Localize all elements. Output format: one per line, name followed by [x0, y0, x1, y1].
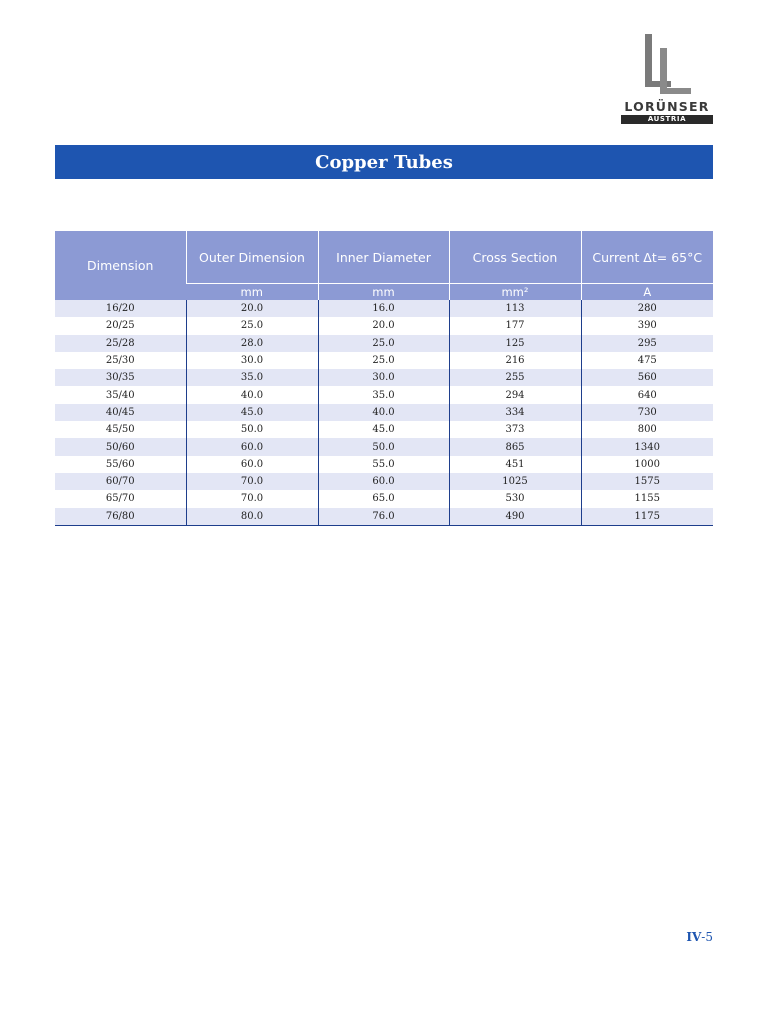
column-unit: mm: [318, 284, 449, 301]
table-cell: 45.0: [318, 421, 449, 438]
column-unit: mm²: [449, 284, 581, 301]
column-unit: A: [581, 284, 713, 301]
table-cell: 1175: [581, 508, 713, 526]
table-row: [55, 335, 713, 352]
table-cell: 530: [449, 490, 581, 507]
column-header: Outer Dimension: [186, 231, 318, 284]
table-cell: 25/30: [55, 352, 186, 369]
table-cell: 1340: [581, 438, 713, 455]
table-cell: 16/20: [55, 300, 186, 317]
table-cell: 60.0: [186, 438, 318, 455]
table-row: [55, 300, 713, 317]
table-cell: 20.0: [186, 300, 318, 317]
table-cell: 20.0: [318, 317, 449, 334]
company-logo-name: LORÜNSER: [624, 99, 710, 114]
table-cell: 490: [449, 508, 581, 526]
table-cell: 60.0: [318, 473, 449, 490]
table-cell: 65/70: [55, 490, 186, 507]
table-cell: 45/50: [55, 421, 186, 438]
table-cell: 1000: [581, 456, 713, 473]
table-cell: 560: [581, 369, 713, 386]
table-cell: 50.0: [186, 421, 318, 438]
table-cell: 30.0: [318, 369, 449, 386]
column-header: Current Δt= 65°C: [581, 231, 713, 284]
page-section: IV: [686, 930, 702, 944]
table-cell: 280: [581, 300, 713, 317]
table-cell: 35.0: [318, 386, 449, 403]
table-row: [55, 508, 713, 526]
table-cell: 113: [449, 300, 581, 317]
table-cell: 28.0: [186, 335, 318, 352]
table-cell: 730: [581, 404, 713, 421]
table-row: [55, 369, 713, 386]
table-cell: 334: [449, 404, 581, 421]
table-cell: 50/60: [55, 438, 186, 455]
table-row: [55, 352, 713, 369]
table-cell: 70.0: [186, 473, 318, 490]
table-row: [55, 438, 713, 455]
column-unit: mm: [186, 284, 318, 301]
table-cell: 216: [449, 352, 581, 369]
table-cell: 255: [449, 369, 581, 386]
table-cell: 30/35: [55, 369, 186, 386]
column-header: Inner Diameter: [318, 231, 449, 284]
table-cell: 1575: [581, 473, 713, 490]
table-cell: 35/40: [55, 386, 186, 403]
table-header-row: [55, 231, 713, 284]
table-cell: 80.0: [186, 508, 318, 526]
table-row: [55, 386, 713, 403]
table-cell: 25/28: [55, 335, 186, 352]
table-cell: 60/70: [55, 473, 186, 490]
table-cell: 20/25: [55, 317, 186, 334]
company-logo-country: AUSTRIA: [621, 115, 713, 124]
table-cell: 70.0: [186, 490, 318, 507]
page-title-bar: [55, 145, 713, 179]
table-cell: 55/60: [55, 456, 186, 473]
table-cell: 294: [449, 386, 581, 403]
table-cell: 55.0: [318, 456, 449, 473]
table-cell: 60.0: [186, 456, 318, 473]
table-cell: 25.0: [318, 352, 449, 369]
table-row: [55, 404, 713, 421]
table-cell: 40/45: [55, 404, 186, 421]
table-cell: 50.0: [318, 438, 449, 455]
table-cell: 373: [449, 421, 581, 438]
table-cell: 1155: [581, 490, 713, 507]
table-row: [55, 456, 713, 473]
table-cell: 295: [581, 335, 713, 352]
page-number: [660, 930, 713, 944]
copper-tubes-table: [55, 231, 713, 526]
table-cell: 25.0: [318, 335, 449, 352]
page-title: Copper Tubes: [315, 151, 453, 173]
table-cell: 30.0: [186, 352, 318, 369]
table-row: [55, 421, 713, 438]
table-cell: 35.0: [186, 369, 318, 386]
table-cell: 76.0: [318, 508, 449, 526]
table-row: [55, 473, 713, 490]
table-cell: 76/80: [55, 508, 186, 526]
table-cell: 1025: [449, 473, 581, 490]
table-cell: 40.0: [318, 404, 449, 421]
table-cell: 865: [449, 438, 581, 455]
column-header: Cross Section: [449, 231, 581, 284]
table-cell: 451: [449, 456, 581, 473]
table-cell: 475: [581, 352, 713, 369]
table-cell: 25.0: [186, 317, 318, 334]
table-cell: 125: [449, 335, 581, 352]
table-cell: 640: [581, 386, 713, 403]
table-cell: 16.0: [318, 300, 449, 317]
table-cell: 45.0: [186, 404, 318, 421]
table-cell: 177: [449, 317, 581, 334]
column-header: Dimension: [55, 231, 186, 300]
table-cell: 65.0: [318, 490, 449, 507]
page-index: -5: [701, 930, 713, 944]
table-body: [55, 300, 713, 525]
table-row: [55, 317, 713, 334]
table-cell: 800: [581, 421, 713, 438]
table-cell: 40.0: [186, 386, 318, 403]
table-cell: 390: [581, 317, 713, 334]
table-row: [55, 490, 713, 507]
